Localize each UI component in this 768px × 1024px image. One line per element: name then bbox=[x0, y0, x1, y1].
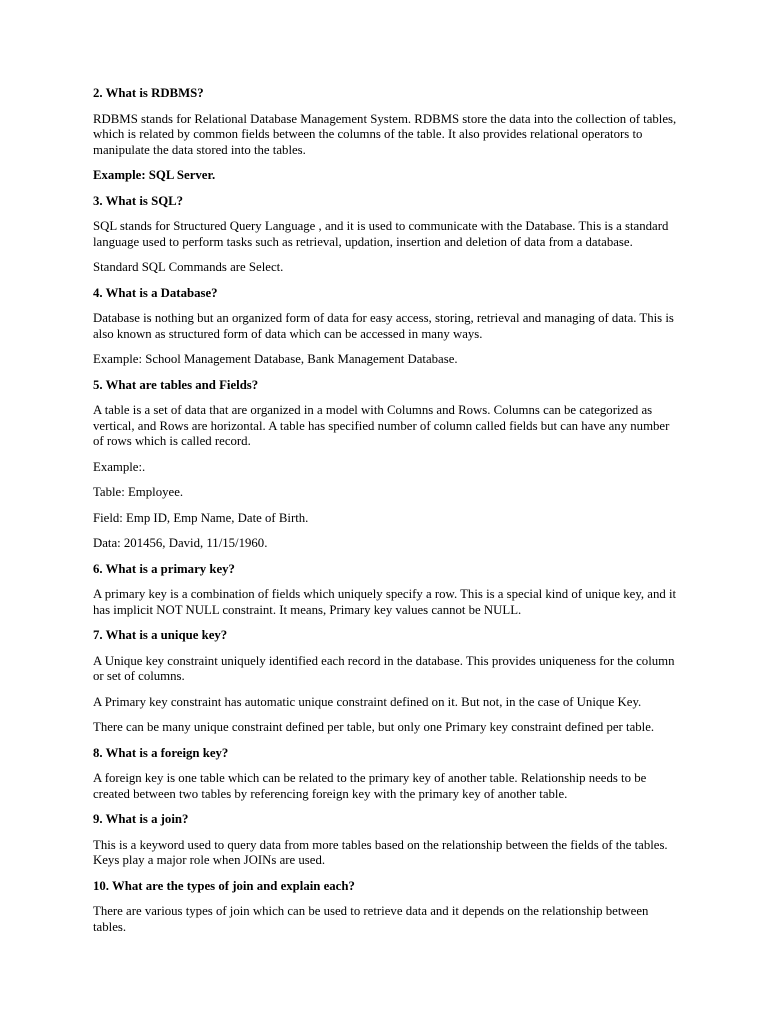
section-heading: 6. What is a primary key? bbox=[93, 561, 235, 576]
section-heading: 5. What are tables and Fields? bbox=[93, 377, 259, 392]
body-paragraph: Table: Employee. bbox=[93, 485, 184, 499]
body-paragraph: There are various types of join which can be used to retrieve data and it depends on the relationship between tables. bbox=[93, 904, 649, 934]
body-paragraph: Example:. bbox=[93, 459, 146, 474]
section-heading: 2. What is RDBMS? bbox=[93, 86, 204, 100]
section-heading: 10. What are the types of join and explain each? bbox=[93, 878, 355, 893]
body-paragraph: A Primary key constraint has automatic unique constraint defined on it. But not, in the case of Unique Key. bbox=[93, 694, 642, 709]
body-paragraph: Standard SQL Commands are Select. bbox=[93, 260, 284, 274]
section-heading: 4. What is a Database? bbox=[93, 285, 218, 300]
section-heading: 3. What is SQL? bbox=[93, 193, 184, 208]
body-paragraph: Database is nothing but an organized form of data for easy access, storing, retrieval and managing of data. This is also known as structured form of data which can be accessed in many ways. bbox=[93, 311, 674, 341]
body-paragraph: A Unique key constraint uniquely identified each record in the database. This provides uniqueness for the column or set of columns. bbox=[93, 653, 675, 683]
section-heading: 8. What is a foreign key? bbox=[93, 745, 229, 760]
body-paragraph: Data: 201456, David, 11/15/1960. bbox=[93, 536, 268, 550]
body-paragraph: SQL stands for Structured Query Language , and it is used to communicate with the Database. This is a standard language used to perform tasks such as retrieval, updation, insertion and deletion of data from a database. bbox=[93, 219, 669, 249]
section-heading: 7. What is a unique key? bbox=[93, 628, 228, 642]
emphasis-paragraph: Example: SQL Server. bbox=[93, 168, 216, 182]
body-paragraph: Field: Emp ID, Emp Name, Date of Birth. bbox=[93, 510, 309, 525]
body-paragraph: A primary key is a combination of fields which uniquely specify a row. This is a special kind of unique key, and it has implicit NOT NULL constraint. It means, Primary key values cannot be NULL. bbox=[93, 587, 677, 617]
body-paragraph: A foreign key is one table which can be related to the primary key of another table. Relationship needs to be created between two tables by referencing foreign key with the primary key of another table. bbox=[93, 771, 647, 801]
body-paragraph: There can be many unique constraint defined per table, but only one Primary key constraint defined per table. bbox=[93, 720, 655, 734]
section-heading: 9. What is a join? bbox=[93, 812, 189, 826]
body-paragraph: This is a keyword used to query data from more tables based on the relationship between the fields of the tables. Keys play a major role when JOINs are used. bbox=[93, 837, 668, 867]
document-content bbox=[93, 86, 678, 935]
body-paragraph: A table is a set of data that are organized in a model with Columns and Rows. Columns can be categorized as vertical, and Rows are horizontal. A table has specified number of column called fields but can have any number of rows which is called record. bbox=[93, 403, 670, 448]
body-paragraph: RDBMS stands for Relational Database Management System. RDBMS store the data into the collection of tables, which is related by common fields between the columns of the table. It also provides relational operators to manipulate the data stored into the tables. bbox=[93, 111, 677, 157]
body-paragraph: Example: School Management Database, Bank Management Database. bbox=[93, 352, 458, 366]
